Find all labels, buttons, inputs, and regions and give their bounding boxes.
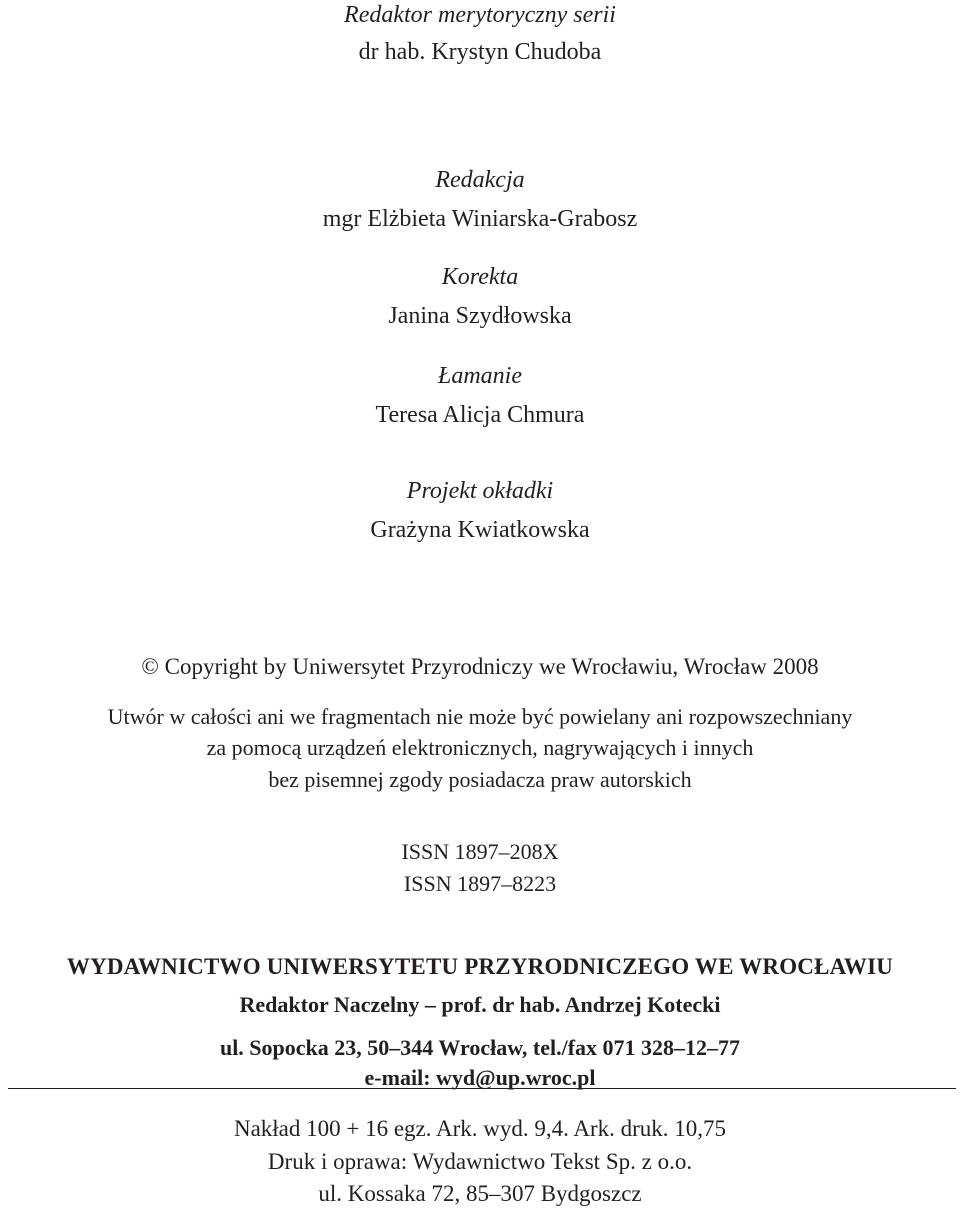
proofreading-name: Janina Szydłowska: [388, 303, 572, 329]
rights-notice-line-3: bez pisemnej zgody posiadacza praw autorskich: [268, 767, 692, 792]
cover-role: Projekt okładki: [406, 478, 554, 504]
print-run: Nakład 100 + 16 egz. Ark. wyd. 9,4. Ark. druk. 10,75: [233, 1116, 727, 1141]
proofreading-role: Korekta: [441, 264, 519, 290]
issn-print: ISSN 1897–208X: [401, 839, 559, 864]
printer-address: ul. Kossaka 72, 85–307 Bydgoszcz: [318, 1181, 642, 1206]
publisher-address: ul. Sopocka 23, 50–344 Wrocław, tel./fax 071 328–12–77: [219, 1035, 741, 1060]
printer: Druk i oprawa: Wydawnictwo Tekst Sp. z o.o.: [267, 1149, 693, 1174]
divider-rule: [8, 1088, 956, 1089]
publisher-email: e-mail: wyd@up.wroc.pl: [364, 1065, 596, 1090]
editing-role: Redakcja: [435, 167, 525, 193]
editing-name: mgr Elżbieta Winiarska-Grabosz: [322, 206, 638, 232]
copyright-line: © Copyright by Uniwersytet Przyrodniczy we Wrocławiu, Wrocław 2008: [141, 654, 819, 679]
rights-notice-line-2: za pomocą urządzeń elektronicznych, nagrywających i innych: [206, 735, 754, 760]
series-editor-role: Redaktor merytoryczny serii: [344, 2, 616, 28]
issn-online: ISSN 1897–8223: [403, 871, 557, 896]
series-editor-name: dr hab. Krystyn Chudoba: [358, 39, 602, 65]
typesetting-name: Teresa Alicja Chmura: [375, 402, 585, 428]
cover-designer-name: Grażyna Kwiatkowska: [370, 517, 590, 543]
publisher-name: WYDAWNICTWO UNIWERSYTETU PRZYRODNICZEGO WE WROCŁAWIU: [66, 954, 894, 979]
rights-notice-line-1: Utwór w całości ani we fragmentach nie może być powielany ani rozpowszechniany: [107, 704, 853, 729]
typesetting-role: Łamanie: [438, 363, 522, 389]
chief-editor: Redaktor Naczelny – prof. dr hab. Andrzej Kotecki: [239, 992, 721, 1017]
